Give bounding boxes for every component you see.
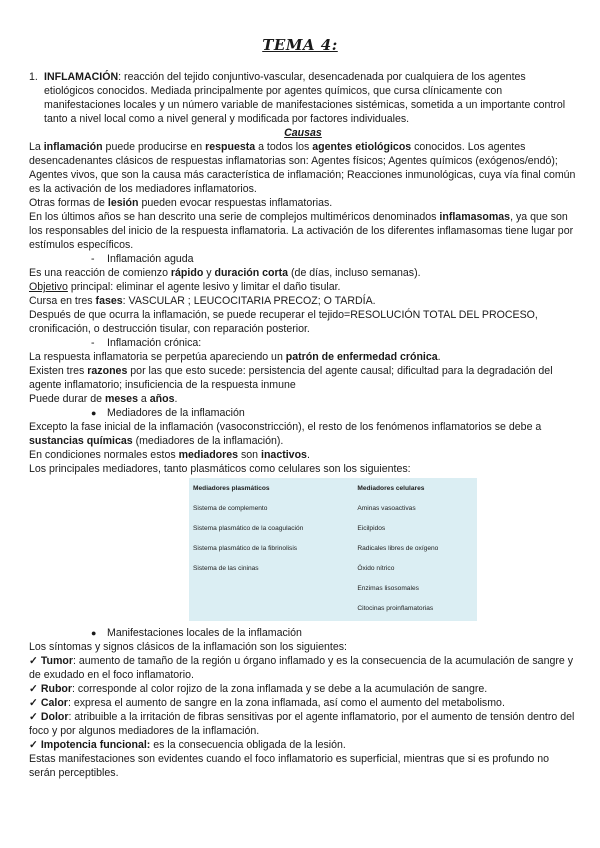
table-cell: Sistema de las cininas [193, 565, 259, 572]
table-row [189, 519, 477, 539]
check-icon: ✓ [29, 711, 38, 723]
term-inflamacion: INFLAMACIÓN [44, 71, 119, 83]
paragraph-inflamasomas: En los últimos años se han descrito una serie de complejos multiméricos denominados inflamasomas, ya que son los responsables del inicio de la respuesta inflamatoria. La activación de los diferentes inflamasomas tiene lugar por estímulos específicos. [29, 211, 574, 251]
paragraph-manifestaciones-closing: Estas manifestaciones son evidentes cuando el foco inflamatorio es superficial, mientras que si es profundo no serán perceptibles. [29, 753, 549, 779]
check-icon: ✓ [29, 697, 38, 709]
subheading-manifestaciones: ● Manifestaciones locales de la inflamación [91, 627, 302, 639]
list-item-dolor: ✓ Dolor: atribuible a la irritación de fibras sensitivas por el agente inflamatorio, por el aumento de tensión dentro del foco y por algunos mediadores de la inflamación. [29, 711, 575, 737]
paragraph-cronica-razones: Existen tres razones por las que esto sucede: persistencia del agente causal; dificultad para la degradación del agente inflamatorio; insuficiencia de la respuesta inmune [29, 365, 553, 391]
table-row [189, 599, 477, 619]
list-item-impotencia: ✓ Impotencia funcional: es la consecuencia obligada de la lesión. [29, 739, 346, 751]
table-cell: Enzimas lisosomales [357, 585, 419, 592]
subheading-mediadores: ● Mediadores de la inflamación [91, 407, 245, 419]
table-cell: Sistema de complemento [193, 505, 268, 512]
paragraph-aguda-resolucion: Después de que ocurra la inflamación, se puede recuperar el tejido=RESOLUCIÓN TOTAL DEL PROCESO, cronificación, o destrucción tisular, con reparación posterior. [29, 309, 538, 335]
table-cell: Óxido nítrico [357, 565, 395, 572]
list-item-tumor: ✓ Tumor: aumento de tamaño de la región u órgano inflamado y es la consecuencia de la acumulación de sangre y de exudado en el foco inflamatorio. [29, 655, 574, 681]
table-cell: Citocinas proinflamatorias [357, 605, 434, 612]
check-icon: ✓ [29, 683, 38, 695]
table-cell: Radicales libres de oxígeno [357, 545, 439, 552]
document-body [29, 70, 577, 780]
paragraph-mediadores-sustancias: Excepto la fase inicial de la inflamación (vasoconstricción), el resto de los fenómenos inflamatorios se debe a sustancias químicas (mediadores de la inflamación). [29, 421, 542, 447]
table-cell: Sistema plasmático de la coagulación [193, 525, 304, 532]
table-cell [189, 579, 353, 599]
column-header: Mediadores celulares [357, 485, 425, 492]
paragraph-manifestaciones-intro: Los síntomas y signos clásicos de la inflamación son los siguientes: [29, 641, 347, 653]
table-cell: Sistema plasmático de la fibrinolisis [193, 545, 298, 552]
table-row [189, 579, 477, 599]
list-item-rubor: ✓ Rubor: corresponde al color rojizo de la zona inflamada y se debe a la acumulación de sangre. [29, 683, 488, 695]
check-icon: ✓ [29, 655, 38, 667]
paragraph-mediadores-inactivos: En condiciones normales estos mediadores son inactivos. [29, 449, 310, 461]
table-row [189, 539, 477, 559]
paragraph-aguda-objetivo: Objetivo principal: eliminar el agente lesivo y limitar el daño tisular. [29, 281, 341, 293]
table-cell: Eicilpidos [357, 525, 386, 532]
table-header-row [189, 481, 477, 499]
item-number: 1. [29, 71, 38, 83]
paragraph-cronica-patron: La respuesta inflamatoria se perpetúa apareciendo un patrón de enfermedad crónica. [29, 351, 441, 363]
subheading-aguda: - Inflamación aguda [91, 253, 194, 265]
column-header: Mediadores plasmáticos [193, 485, 270, 492]
subheading-cronica: - Inflamación crónica: [91, 337, 202, 349]
paragraph-aguda-comienzo: Es una reacción de comienzo rápido y duración corta (de días, incluso semanas). [29, 267, 421, 279]
paragraph-aguda-fases: Cursa en tres fases: VASCULAR ; LEUCOCITARIA PRECOZ; O TARDÍA. [29, 295, 376, 307]
page-title: TEMA 4: [262, 36, 338, 54]
list-item-calor: ✓ Calor: expresa el aumento de sangre en la zona inflamada, así como el aumento del metabolismo. [29, 697, 505, 709]
numbered-item-inflamacion [29, 70, 577, 126]
paragraph-cronica-duracion: Puede durar de meses a años. [29, 393, 178, 405]
table-cell: Aminas vasoactivas [357, 505, 416, 512]
table-cell [189, 599, 353, 619]
mediators-table [189, 478, 477, 621]
paragraph-causas: La inflamación puede producirse en respuesta a todos los agentes etiológicos conocidos. Los agentes desencadenantes clásicos de respuestas inflamatorias son: Agentes físicos; Agentes químicos (exógenos/endó); Agentes vivos, que son la causa más característica de inflamación; Reacciones inmunológicas, cuya vía final común es la activación de los mediadores inflamatorios. [29, 141, 576, 195]
table-row [189, 499, 477, 519]
item-text: INFLAMACIÓN: reacción del tejido conjuntivo-vascular, desencadenada por cualquiera de los agentes etiológicos conocidos. Mediada principalmente por agentes químicos, que cursa clínicamente con manifestaciones locales y un número variable de manifestaciones sistémicas, sometida a un importante control tanto a nivel local como a nivel general y modificada por factores individuales. [44, 71, 566, 125]
table-row [189, 559, 477, 579]
check-icon: ✓ [29, 739, 38, 751]
section-heading-causas: Causas [284, 127, 322, 139]
paragraph-lesion: Otras formas de lesión pueden evocar respuestas inflamatorias. [29, 197, 333, 209]
paragraph-mediadores-lista: Los principales mediadores, tanto plasmáticos como celulares son los siguientes: [29, 463, 411, 475]
